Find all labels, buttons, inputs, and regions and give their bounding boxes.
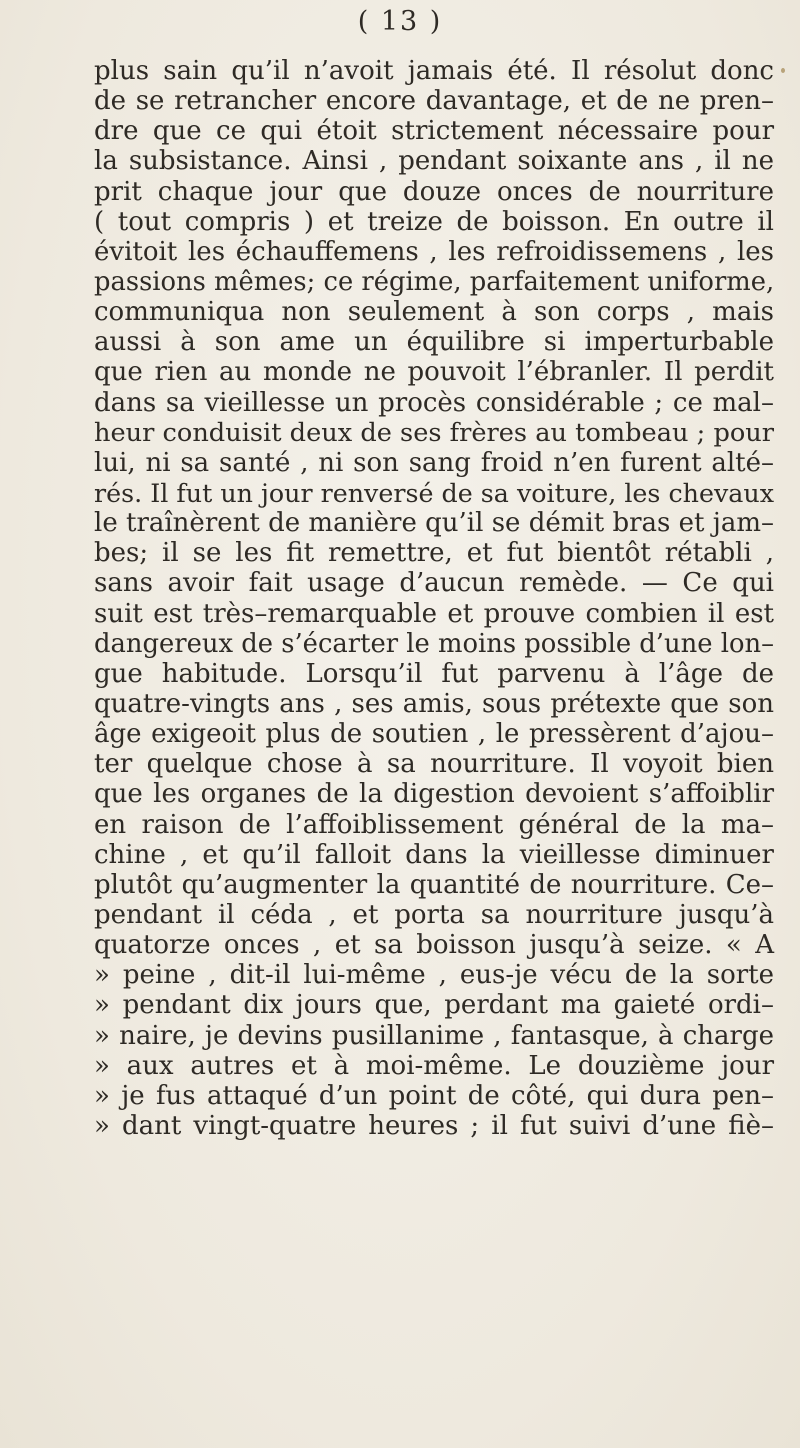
page-number: ( 13 ) [357,6,443,37]
text-line: âge exigeoit plus de soutien , le pressèrent d’ajou– [94,719,774,750]
text-line: bes; il se les fit remettre, et fut bientôt rétabli , [94,538,774,569]
text-line: heur conduisit deux de ses frères au tombeau ; pour [94,417,774,448]
text-line: quatorze onces , et sa boisson jusqu’à seize. « A [94,930,774,961]
text-line: pendant il céda , et porta sa nourriture jusqu’à [94,899,774,930]
text-line: ( tout compris ) et treize de boisson. En outre il [94,206,774,237]
text-line: » je fus attaqué d’un point de côté, qui dura pen– [94,1080,774,1111]
text-line: rés. Il fut un jour renversé de sa voiture, les chevaux [94,477,774,508]
text-line: quatre-vingts ans , ses amis, sous prétexte que son [94,688,774,719]
text-line: dre que ce qui étoit strictement nécessaire pour [94,116,774,147]
text-line: » dant vingt-quatre heures ; il fut suivi d’une fiè– [94,1110,774,1141]
body-text [94,56,774,1141]
text-line: chine , et qu’il falloit dans la vieillesse diminuer [94,839,774,870]
text-line: lui, ni sa santé , ni son sang froid n’en furent alté– [94,447,774,478]
text-line: en raison de l’affoiblissement général de la ma– [94,809,774,840]
text-line: dangereux de s’écarter le moins possible d’une lon– [94,628,774,659]
text-line: » naire, je devins pusillanime , fantasque, à charge [94,1020,774,1051]
text-line: aussi à son ame un équilibre si imperturbable [94,327,774,358]
text-line: communiqua non seulement à son corps , mais [94,297,774,328]
text-line: plus sain qu’il n’avoit jamais été. Il résolut donc [94,56,774,86]
text-line: de se retrancher encore davantage, et de ne pren– [94,86,774,117]
text-line: évitoit les échauffemens , les refroidissemens , les [94,236,774,267]
text-line: que rien au monde ne pouvoit l’ébranler. Il perdit [94,357,774,388]
text-line: passions mêmes; ce régime, parfaitement uniforme, [94,266,775,297]
text-line: suit est très–remarquable et prouve combien il est [94,598,774,629]
text-line: que les organes de la digestion devoient s’affoiblir [94,779,774,810]
text-line: » pendant dix jours que, perdant ma gaieté ordi– [94,990,774,1021]
text-line: dans sa vieillesse un procès considérable ; ce mal– [94,387,774,418]
text-line: prit chaque jour que douze onces de nourriture [94,176,774,207]
paper-speck [781,68,785,73]
text-line: le traînèrent de manière qu’il se démit bras et jam– [94,508,774,539]
text-line: gue habitude. Lorsqu’il fut parvenu à l’âge de [94,658,774,689]
text-line: ter quelque chose à sa nourriture. Il voyoit bien [94,749,774,780]
text-line: plutôt qu’augmenter la quantité de nourriture. Ce– [94,869,774,900]
text-line: la subsistance. Ainsi , pendant soixante ans , il ne [94,146,774,177]
text-line: sans avoir fait usage d’aucun remède. — Ce qui [94,568,774,599]
text-line: » aux autres et à moi-même. Le douzième jour [94,1050,774,1081]
text-line: » peine , dit-il lui-même , eus-je vécu de la sorte [94,960,774,991]
